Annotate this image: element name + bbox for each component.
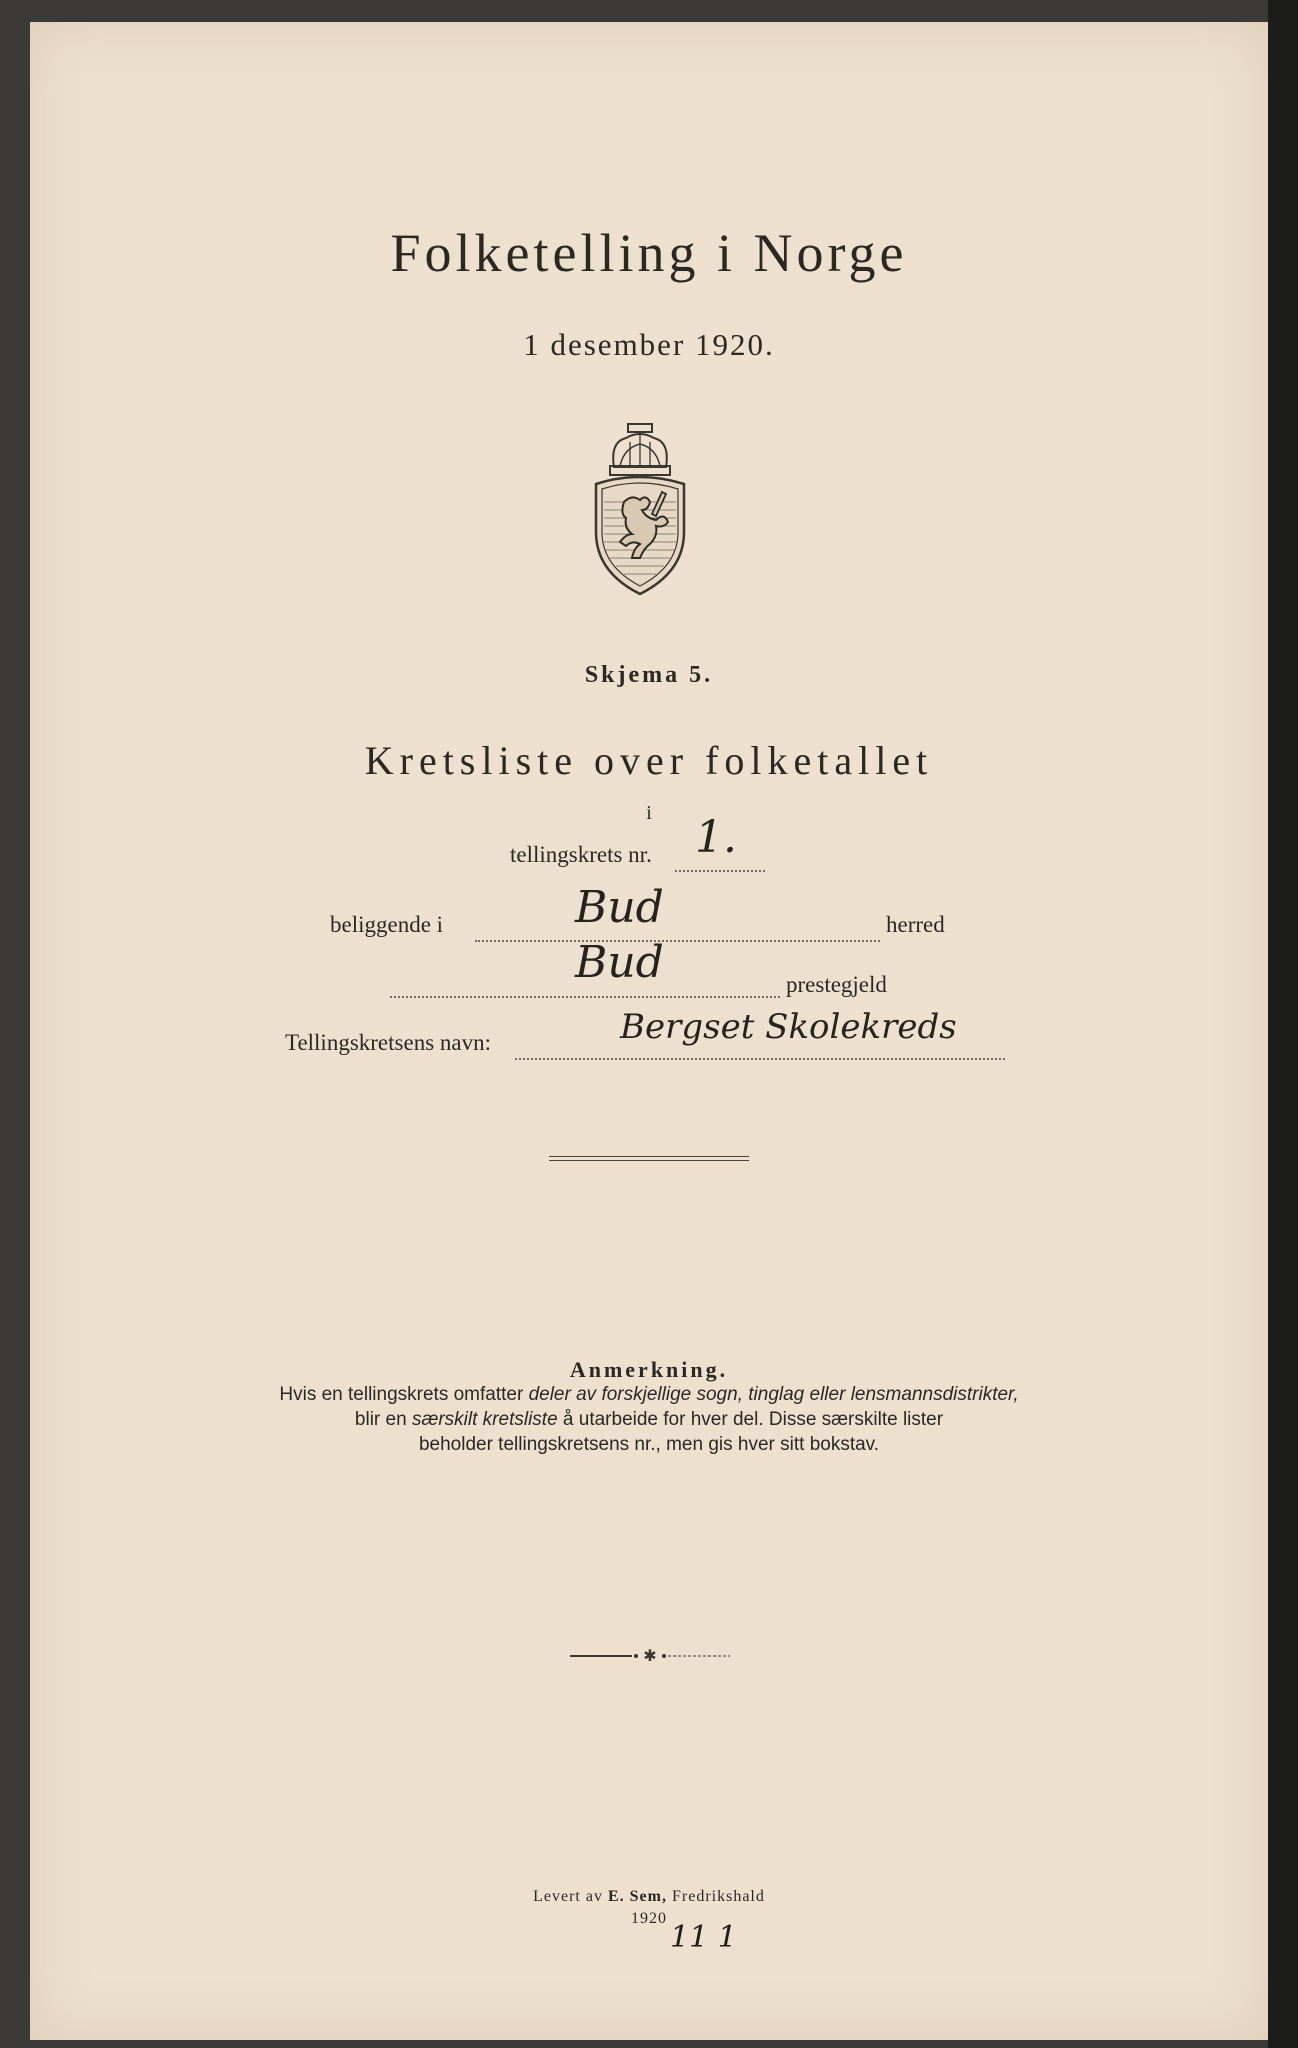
handwritten-page-mark: 11 1 <box>670 1920 737 1955</box>
connector-word: i <box>646 802 652 824</box>
page-title: Folketelling i Norge <box>390 223 908 283</box>
note-line-1-emphasis: deler av forskjellige sogn, tinglag eller lensmannsdistrikter, <box>528 1384 1019 1405</box>
note-line-1 <box>30 1384 1268 1406</box>
prestegjeld-label: prestegjeld <box>786 972 887 997</box>
krets-name-value: Bergset Skolekreds <box>620 1007 957 1047</box>
note-heading: Anmerkning. <box>569 1357 729 1382</box>
census-date: 1 desember 1920. <box>523 327 775 362</box>
note-line-1-text: Hvis en tellingskrets omfatter <box>279 1384 524 1405</box>
location-value: Bud <box>575 882 664 933</box>
krets-number-value: 1. <box>695 812 737 863</box>
krets-number-label: tellingskrets nr. <box>510 842 652 867</box>
census-form-page <box>30 22 1268 2040</box>
schema-number: Skjema 5. <box>584 662 714 688</box>
location-field <box>475 940 880 942</box>
scan-edge <box>1268 0 1298 2048</box>
separator-rule <box>549 1156 749 1161</box>
printer-name: E. Sem, <box>607 1888 667 1905</box>
note-line-3: beholder tellingskretsens nr., men gis hver sitt bokstav. <box>418 1434 880 1455</box>
printer-city: Fredrikshald <box>671 1888 765 1905</box>
printer-credit <box>30 1888 1268 1906</box>
printer-credit-prefix: Levert av <box>533 1888 603 1905</box>
norwegian-coat-of-arms-icon <box>590 422 690 597</box>
note-line-2-emphasis: særskilt kretsliste <box>411 1409 558 1430</box>
form-heading: Kretsliste over folketallet <box>364 738 934 783</box>
note-line-2 <box>30 1409 1268 1431</box>
note-line-2-text-a: blir en <box>354 1409 407 1430</box>
krets-name-field <box>515 1058 1005 1060</box>
print-year: 1920 <box>631 1910 667 1927</box>
prestegjeld-field <box>390 996 780 998</box>
herred-label: herred <box>886 912 945 937</box>
note-line-2-text-b: å utarbeide for hver del. Disse særskilte lister <box>562 1409 944 1430</box>
krets-number-field <box>675 870 765 872</box>
prestegjeld-value: Bud <box>575 937 664 988</box>
location-label: beliggende i <box>330 912 444 937</box>
svg-text:✱: ✱ <box>643 1646 657 1665</box>
ornament-divider-icon <box>570 1646 730 1666</box>
krets-name-label: Tellingskretsens navn: <box>285 1030 491 1055</box>
